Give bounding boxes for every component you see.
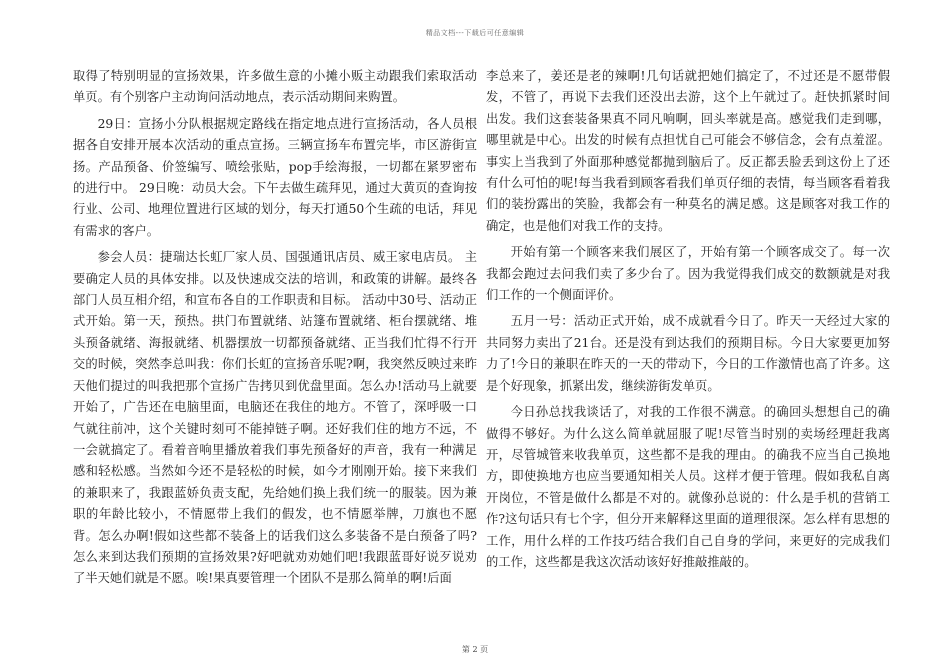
right-paragraph-2: 开始有第一个顾客来我们展区了，开始有第一个顾客成交了。每一次我都会跑过去问我们卖了多少台了。因为我觉得我们成交的数额就是对我们工作的一个侧面评价。 <box>486 245 890 303</box>
right-paragraph-1: 李总来了，姜还是老的辣啊!几句话就把她们搞定了，不过还是不愿带假发，不管了，再说下去我们还没出去游，这个上午就过了。赶快抓紧时间出发。我们这套装备果真不同凡响啊，回头率就是高。感觉我们走到哪，哪里就是中心。出发的时候有点担忧自己可能会不够信念，会有点羞涩。事实上当我到了外面那种感觉都抛到脑后了。反正都丢脸丢到这份上了还有什么可怕的呢!每当我看到顾客看我们单页仔细的表情，每当顾客看着我们的装扮露出的笑脸，我都会有一种莫名的满足感。这是顾客对我工作的确定，也是他们对我工作的支持。 <box>486 69 890 233</box>
right-paragraph-3: 五月一号：活动正式开始，成不成就看今日了。昨天一天经过大家的共同努力卖出了21台。还是没有到达我们的预期目标。今日大家要更加努力了!今日的兼职在昨天的一天的带动下，今日的工作激情也高了许多。这是个好现象，抓紧出发，继续游街发单页。 <box>486 314 890 393</box>
right-paragraph-4: 今日孙总找我谈话了，对我的工作很不满意。的确回头想想自己的确做得不够好。为什么这么简单就屈服了呢!尽管当时别的卖场经理赶我离开，尽管城管来收我单页，这些都不是我的理由。的确我不应当自己换地方，即使换地方也应当要通知相关人员。这样才便于管理。假如我私自离开岗位，不管是做什么都是不对的。就像孙总说的：什么是手机的营销工作?这句话只有七个字，但分开来解释这里面的道理很深。怎么样有思想的工作，用什么样的工作技巧结合我们自己自身的学问，来更好的完成我们的工作，这些都是我这次活动该好好推敲推敲的。 <box>486 405 890 569</box>
left-column <box>73 66 477 595</box>
left-paragraph-3: 参会人员：捷瑞达长虹厂家人员、国强通讯店员、威王家电店员。 主要确定人员的具体安排。以及快速成交法的培训，和政策的讲解。最终各部门人员互相介绍，和宣布各自的工作职责和目标。 活动中30号、活动正式开始。第一天，预热。拱门布置就绪、站篷布置就绪、柜台摆就绪、堆头预备就绪、海报就绪、机器摆放一切都预备就绪、正当我们忙得不行开交的时候，突然李总叫我：你们长虹的宣扬音乐呢?啊，我突然反映过来昨天他们提过的叫我把那个宣扬广告拷贝到优盘里面。怎么办!活动马上就要开始了，广告还在电脑里面，电脑还在我住的地方。不管了，深呼吸一口气就往前冲，这个关键时刻可不能掉链子啊。还好我们住的地方不远，不一会就搞定了。看着音响里播放着我们事先预备好的声音，我有一种满足感和轻松感。当然如今还不是轻松的时候，如今才刚刚开始。接下来我们的兼职来了，我跟蓝娇负责支配，先给她们换上我们统一的服装。因为兼职的年龄比较小，不情愿带上我们的假发，也不情愿举牌，刀旗也不愿背。怎么办啊!假如这些都不装备上的话我们这么多装备不是白预备了吗?怎么来到达我们预期的宣扬效果?好吧就劝劝她们吧!我跟蓝哥好说歹说劝了半天她们就是不愿。唉!果真要管理一个团队不是那么简单的啊!后面 <box>73 250 477 586</box>
left-paragraph-2: 29日：宣扬小分队根据规定路线在指定地点进行宣扬活动，各人员根据各自安排开展本次活动的重点宣扬。三辆宣扬车布置完毕，市区游街宣扬。产品预备、价签编写、喷绘张贴，pop手绘海报，一切都在紧罗密布的进行中。 29日晚：动员大会。下午去做生疏拜见，通过大黄页的查询按行业、公司、地理位置进行区域的划分，每天打通50个生疏的电话，拜见有需求的客户。 <box>73 116 477 238</box>
page-header: 精品文档---下载后可任意编辑 <box>425 29 525 37</box>
page-number: 第 2 页 <box>461 645 489 654</box>
right-column <box>486 66 890 578</box>
left-paragraph-1: 取得了特别明显的宣扬效果，许多做生意的小摊小贩主动跟我们索取活动单页。有个别客户主动询问活动地点，表示活动期间来购置。 <box>73 69 477 105</box>
